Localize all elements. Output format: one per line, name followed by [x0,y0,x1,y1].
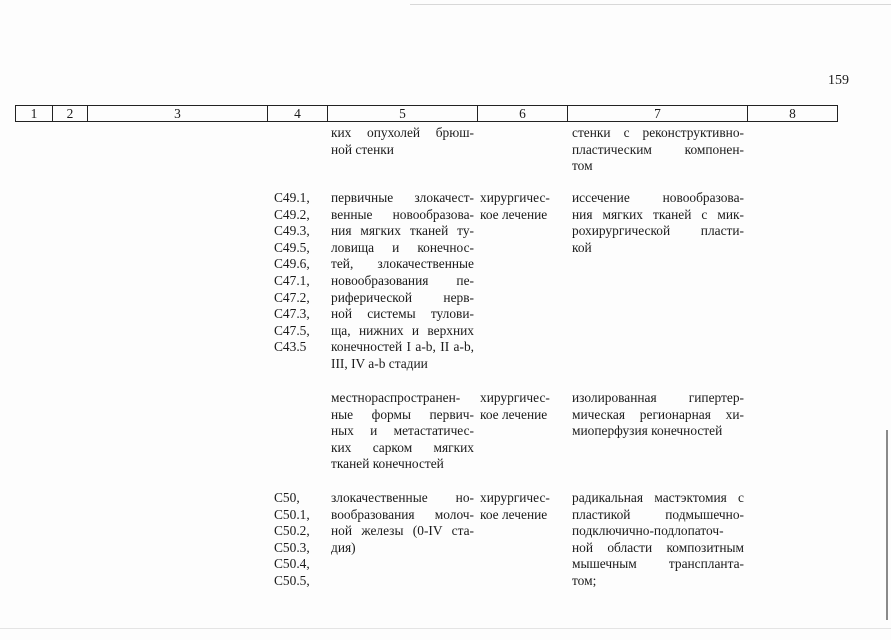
scan-artifact-top [410,4,891,5]
header-col-4: 4 [268,106,328,121]
row-0-method: стенки с реконструктивно- пластическим компонен- том [572,125,744,174]
row-1-icd-codes: C49.1, C49.2, C49.3, C49.5, C49.6, C47.1, C47.2, C47.3, C47.5, C43.5 [274,190,310,355]
row-0-diagnosis: ких опухолей брюш- ной стенки [331,125,474,157]
header-col-3: 3 [88,106,268,121]
page-number: 159 [828,73,849,88]
scan-artifact-bottom [0,628,891,629]
row-2-diagnosis: местнораспространен- ные формы первич- ных и метастатичес- ких сарком мягких тканей конечностей [331,390,474,472]
row-3-icd-codes: C50, C50.1, C50.2, C50.3, C50.4, C50.5, [274,490,310,588]
header-col-5: 5 [328,106,478,121]
row-1-diagnosis: первичные злокачест- венные новообразова- ния мягких тканей ту- ловища и конечнос- тей, злокачественные новообразования пе- риферической нерв- ной системы тулови- ща, нижних и верхних конечностей I a-b, II a-b, III, IV a-b стадии [331,190,474,371]
row-2-method: изолированная гипертер- мическая регионарная хи- миоперфузия конечностей [572,390,744,439]
header-col-1: 1 [16,106,53,121]
row-1-treatment-type: хирургичес- кое лечение [480,190,550,222]
row-3-diagnosis: злокачественные но- вообразования молоч- ной железы (0-IV ста- дия) [331,490,474,555]
row-3-treatment-type: хирургичес- кое лечение [480,490,550,522]
header-col-7: 7 [568,106,748,121]
header-col-6: 6 [478,106,568,121]
row-2-treatment-type: хирургичес- кое лечение [480,390,550,422]
header-col-2: 2 [53,106,88,121]
row-3-method: радикальная мастэктомия с пластикой подмышечно- подключично-подлопаточ- ной области композитным мышечным транспланта- том; [572,490,744,588]
table-header-row [15,105,838,122]
header-col-8: 8 [789,106,796,121]
scan-artifact-edge [886,430,888,620]
row-1-method: иссечение новообразова- ния мягких тканей с мик- рохирургической пласти- кой [572,190,744,255]
